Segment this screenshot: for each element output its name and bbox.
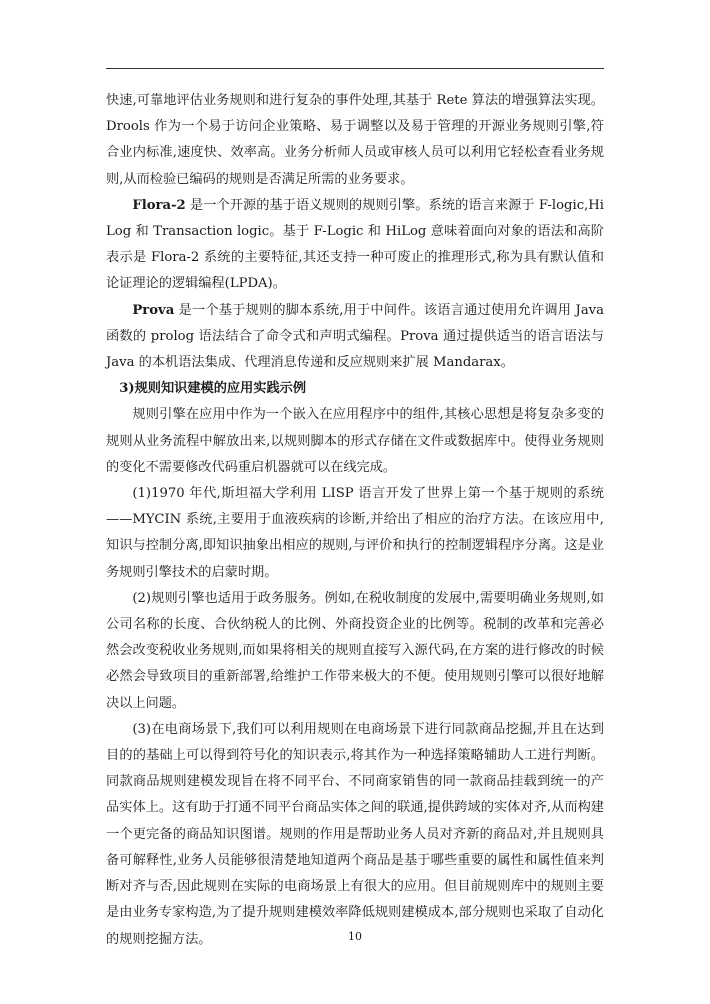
paragraph-prova-text: 是一个基于规则的脚本系统,用于中间件。该语言通过使用允许调用 Java 函数的 prolog 语法结合了命令式和声明式编程。Prova 通过提供适当的语言语法与 Java 的本机语法集成、代理消息传递和反应规则来扩展 Mandarax。 [106, 302, 604, 371]
paragraph-prova [106, 298, 604, 377]
term-flora2: Flora-2 [132, 197, 186, 213]
paragraph-rule-engine: 规则引擎在应用中作为一个嵌入在应用程序中的组件,其核心思想是将复杂多变的规则从业务流程中解放出来,以规则脚本的形式存储在文件或数据库中。使得业务规则的变化不需要修改代码重启机器就可以在线完成。 [106, 407, 604, 475]
section-heading: 3)规则知识建模的应用实践示例 [119, 381, 307, 397]
paragraph-example-2: (2)规则引擎也适用于政务服务。例如,在税收制度的发展中,需要明确业务规则,如公司名称的长度、合伙纳税人的比例、外商投资企业的比例等。税制的改革和完善必然会改变税收业务规则,而如果将相关的规则直接写入源代码,在方案的进行修改的时候必然会导致项目的重新部署,给维护工作带来极大的不便。使用规则引擎可以很好地解决以上问题。 [106, 590, 604, 711]
page-number: 10 [348, 930, 362, 943]
paragraph-drools: 快速,可靠地评估业务规则和进行复杂的事件处理,其基于 Rete 算法的增强算法实现。Drools 作为一个易于访问企业策略、易于调整以及易于管理的开源业务规则引擎,符合业内标准,速度快、效率高。业务分析师人员或审核人员可以利用它轻松查看业务规则,从而检验已编码的规则是否满足所需的业务要求。 [106, 93, 604, 187]
paragraph-flora2-text: 是一个开源的基于语义规则的规则引擎。系统的语言来源于 F-logic,HiLog 和 Transaction logic。基于 F-Logic 和 HiLog 意味着面向对象的语法和高阶表示是 Flora-2 系统的主要特征,其还支持一种可废止的推理形式,称为具有默认值和论证理论的逻辑编程(LPDA)。 [106, 197, 604, 292]
header-rule [106, 68, 604, 69]
paragraph-flora2 [106, 193, 604, 298]
term-prova: Prova [132, 302, 175, 318]
page-body [106, 88, 604, 953]
paragraph-example-1: (1)1970 年代,斯坦福大学利用 LISP 语言开发了世界上第一个基于规则的系统——MYCIN 系统,主要用于血液疾病的诊断,并给出了相应的治疗方法。在该应用中,知识与控制分离,即知识抽象出相应的规则,与评价和执行的控制逻辑程序分离。这是业务规则引擎技术的启蒙时期。 [106, 486, 604, 580]
paragraph-example-3: (3)在电商场景下,我们可以利用规则在电商场景下进行同款商品挖掘,并且在达到目的的基础上可以得到符号化的知识表示,将其作为一种选择策略辅助人工进行判断。同款商品规则建模发现旨在将不同平台、不同商家销售的同一款商品挂载到统一的产品实体上。这有助于打通不同平台商品实体之间的联通,提供跨域的实体对齐,从而构建一个更完备的商品知识图谱。规则的作用是帮助业务人员对齐新的商品对,并且规则具备可解释性,业务人员能够很清楚地知道两个商品是基于哪些重要的属性和属性值来判断对齐与否,因此规则在实际的电商场景上有很大的应用。但目前规则库中的规则主要是由业务专家构造,为了提升规则建模效率降低规则建模成本,部分规则也采取了自动化的规则挖掘方法。 [106, 721, 604, 947]
